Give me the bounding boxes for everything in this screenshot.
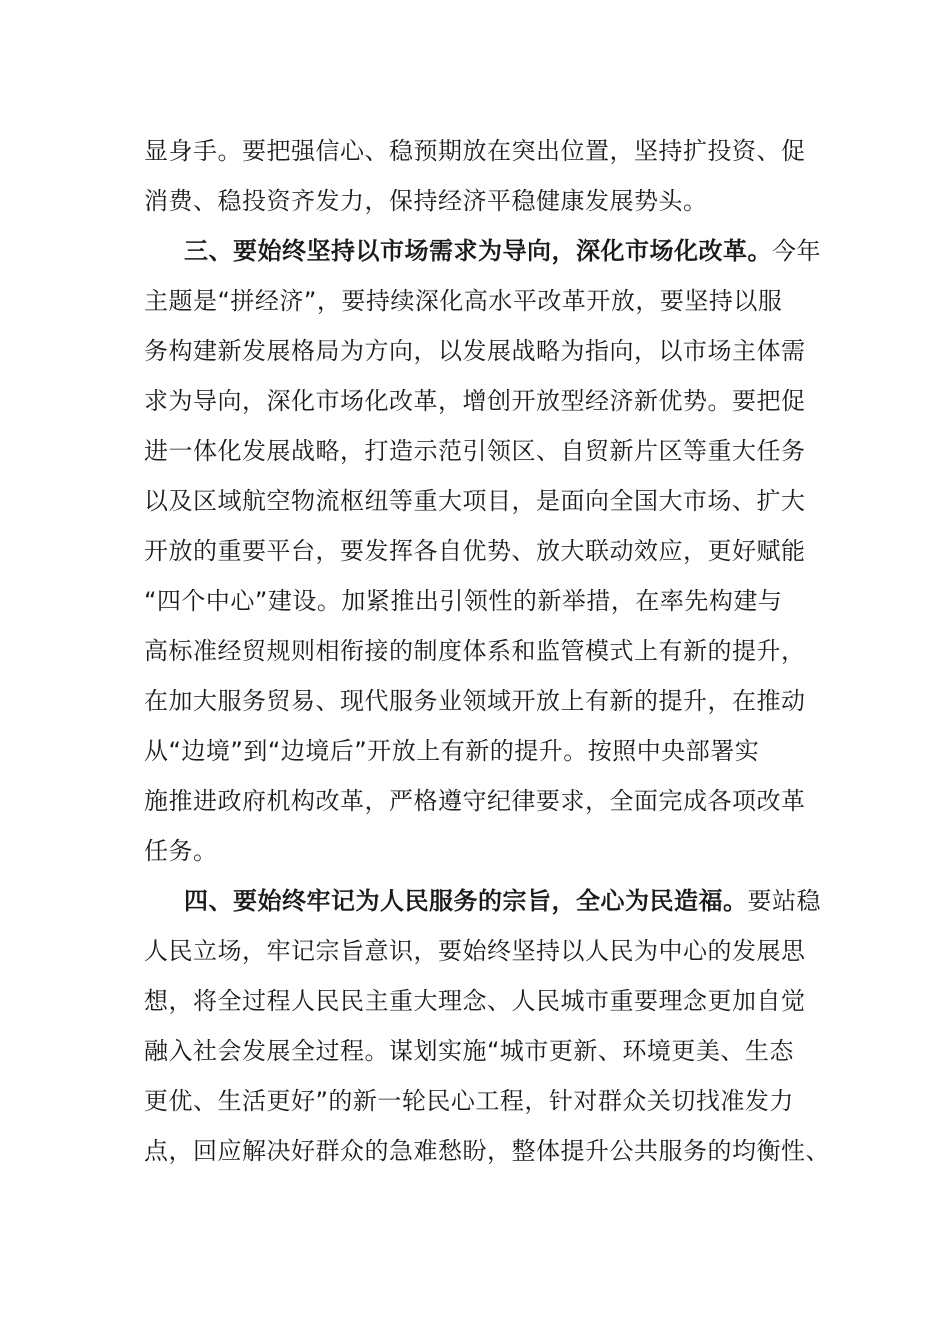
text-line: 更优、生活更好”的新一轮民心工程，针对群众关切找准发力 <box>144 1087 794 1115</box>
section-heading-line <box>184 876 821 926</box>
text-line: 主题是“拼经济”，要持续深化高水平改革开放，要坚持以服 <box>144 287 783 315</box>
text-line: 务构建新发展格局为方向，以发展战略为指向，以市场主体需 <box>144 337 806 365</box>
section-heading: 三、要始终坚持以市场需求为导向，深化市场化改革。 <box>184 237 772 265</box>
text-line: 人民立场，牢记宗旨意识，要始终坚持以人民为中心的发展思 <box>144 937 806 965</box>
text-line: 进一体化发展战略，打造示范引领区、自贸新片区等重大任务 <box>144 437 806 465</box>
text-line: 融入社会发展全过程。谋划实施“城市更新、环境更美、生态 <box>144 1037 794 1065</box>
text-line: 点，回应解决好群众的急难愁盼，整体提升公共服务的均衡性、 <box>144 1137 830 1165</box>
text-line: 显身手。要把强信心、稳预期放在突出位置，坚持扩投资、促 <box>144 137 806 165</box>
text-span: 今年 <box>772 237 821 265</box>
text-line: 施推进政府机构改革，严格遵守纪律要求，全面完成各项改革 <box>144 787 806 815</box>
text-line: 从“边境”到“边境后”开放上有新的提升。按照中央部署实 <box>144 737 760 765</box>
text-line: 想，将全过程人民民主重大理念、人民城市重要理念更加自觉 <box>144 987 806 1015</box>
section-heading-line <box>184 226 821 276</box>
section-heading: 四、要始终牢记为人民服务的宗旨，全心为民造福。 <box>184 887 748 915</box>
text-line: “四个中心”建设。加紧推出引领性的新举措，在率先构建与 <box>144 587 783 615</box>
text-line: 消费、稳投资齐发力，保持经济平稳健康发展势头。 <box>144 187 708 215</box>
text-line: 任务。 <box>144 837 218 865</box>
text-span: 要站稳 <box>747 887 821 915</box>
text-line: 在加大服务贸易、现代服务业领域开放上有新的提升，在推动 <box>144 687 806 715</box>
text-line: 高标准经贸规则相衔接的制度体系和监管模式上有新的提升， <box>144 637 806 665</box>
text-line: 开放的重要平台，要发挥各自优势、放大联动效应，更好赋能 <box>144 537 806 565</box>
text-line: 求为导向，深化市场化改革，增创开放型经济新优势。要把促 <box>144 387 806 415</box>
text-line: 以及区域航空物流枢纽等重大项目，是面向全国大市场、扩大 <box>144 487 806 515</box>
